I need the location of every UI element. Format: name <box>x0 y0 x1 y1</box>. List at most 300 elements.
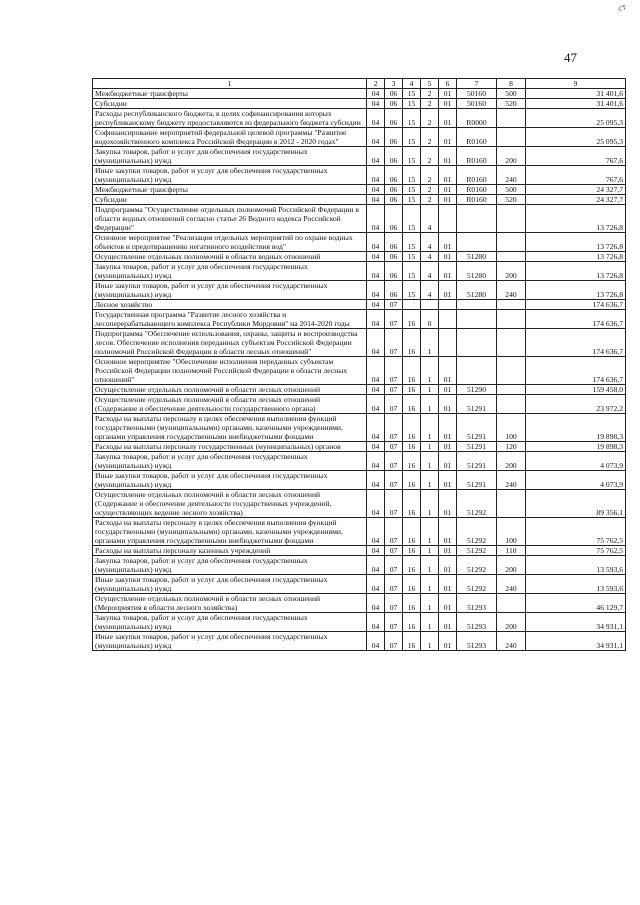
row-code: 01 <box>439 262 457 281</box>
row-code: 04 <box>367 262 385 281</box>
table-row <box>93 310 626 329</box>
row-code: 2 <box>421 166 439 185</box>
row-code: 06 <box>385 233 403 252</box>
table-row <box>93 128 626 147</box>
row-code: 07 <box>385 300 403 310</box>
row-amount: 75 762,5 <box>526 546 626 556</box>
row-code: 06 <box>385 185 403 195</box>
table-row <box>93 613 626 632</box>
row-code: 120 <box>497 442 526 452</box>
page-number: 47 <box>564 50 577 65</box>
row-code: 240 <box>497 166 526 185</box>
row-code: 01 <box>439 442 457 452</box>
row-code: 07 <box>385 490 403 518</box>
header-cell: 9 <box>526 79 626 89</box>
row-code: 01 <box>439 185 457 195</box>
header-cell: 2 <box>367 79 385 89</box>
row-code: 01 <box>439 395 457 414</box>
row-name: Лесное хозяйство <box>93 300 367 310</box>
row-code: 2 <box>421 195 439 205</box>
row-amount: 31 401,6 <box>526 99 626 109</box>
row-amount: 34 931,1 <box>526 613 626 632</box>
row-name: Расходы на выплаты персоналу в целях обеспечения выполнения функций государственными (муниципальными) органами, казенными учреждениями, органами управления государственными внебюджетными фондами <box>93 414 367 442</box>
row-code: 04 <box>367 546 385 556</box>
row-code: 04 <box>367 385 385 395</box>
row-code: 01 <box>439 385 457 395</box>
row-code: 16 <box>403 632 421 651</box>
row-code: 51292 <box>457 490 497 518</box>
row-name: Осуществление отдельных полномочий в области лесных отношений (Содержание и обеспечение деятельности государственных учреждений, осуществляющих ведение лесного хозяйства) <box>93 490 367 518</box>
row-code: 51292 <box>457 518 497 546</box>
row-code: 04 <box>367 89 385 99</box>
row-code: 04 <box>367 147 385 166</box>
row-code: 1 <box>421 518 439 546</box>
row-code: 07 <box>385 556 403 575</box>
row-code: 07 <box>385 632 403 651</box>
row-code: 04 <box>367 594 385 613</box>
row-amount: 19 898,3 <box>526 442 626 452</box>
table-row <box>93 594 626 613</box>
row-code <box>421 300 439 310</box>
table-row <box>93 147 626 166</box>
row-code: 07 <box>385 594 403 613</box>
row-code: 01 <box>439 195 457 205</box>
row-code: 200 <box>497 262 526 281</box>
row-code: R0000 <box>457 109 497 128</box>
row-name: Закупка товаров, работ и услуг для обеспечения государственных (муниципальных) нужд <box>93 556 367 575</box>
budget-table <box>92 78 626 651</box>
row-code <box>439 329 457 357</box>
row-code <box>497 300 526 310</box>
row-code: 04 <box>367 613 385 632</box>
row-code <box>497 395 526 414</box>
row-amount: 767,6 <box>526 166 626 185</box>
row-code: 04 <box>367 205 385 233</box>
row-code: 51290 <box>457 385 497 395</box>
row-code: 06 <box>385 281 403 300</box>
row-code: 04 <box>367 329 385 357</box>
row-code: 01 <box>439 632 457 651</box>
row-code: 2 <box>421 109 439 128</box>
table-row <box>93 99 626 109</box>
table-row <box>93 89 626 99</box>
row-code: 04 <box>367 490 385 518</box>
row-code: 04 <box>367 281 385 300</box>
row-code <box>497 205 526 233</box>
row-code: 16 <box>403 310 421 329</box>
row-code <box>497 109 526 128</box>
table-row <box>93 233 626 252</box>
row-amount: 13 726,8 <box>526 262 626 281</box>
row-code: 01 <box>439 575 457 594</box>
row-code: 15 <box>403 128 421 147</box>
row-code: R0160 <box>457 128 497 147</box>
row-code: 1 <box>421 490 439 518</box>
row-code: 1 <box>421 442 439 452</box>
table-row <box>93 281 626 300</box>
row-name: Осуществление отдельных полномочий в области водных отношений <box>93 252 367 262</box>
table-row <box>93 442 626 452</box>
row-name: Иные закупки товаров, работ и услуг для обеспечения государственных (муниципальных) нужд <box>93 632 367 651</box>
row-code <box>497 385 526 395</box>
row-code: 04 <box>367 518 385 546</box>
row-code: 04 <box>367 128 385 147</box>
row-code: 240 <box>497 281 526 300</box>
row-amount: 13 593,6 <box>526 575 626 594</box>
row-code: 01 <box>439 89 457 99</box>
row-code: 4 <box>421 252 439 262</box>
row-code: 04 <box>367 357 385 385</box>
row-code: 04 <box>367 166 385 185</box>
row-code: 51292 <box>457 575 497 594</box>
table-row <box>93 471 626 490</box>
row-code: 01 <box>439 109 457 128</box>
row-code <box>457 329 497 357</box>
table-row <box>93 329 626 357</box>
row-code: 51291 <box>457 395 497 414</box>
row-code: 01 <box>439 147 457 166</box>
row-code: 07 <box>385 329 403 357</box>
row-code: 07 <box>385 613 403 632</box>
table-row <box>93 414 626 442</box>
row-name: Межбюджетные трансферты <box>93 185 367 195</box>
row-name: Расходы на выплаты персоналу государственных (муниципальных) органов <box>93 442 367 452</box>
row-code: 200 <box>497 556 526 575</box>
row-amount: 24 327,7 <box>526 185 626 195</box>
row-amount: 25 095,3 <box>526 128 626 147</box>
row-amount: 13 726,8 <box>526 233 626 252</box>
row-name: Закупка товаров, работ и услуг для обеспечения государственных (муниципальных) нужд <box>93 613 367 632</box>
row-code <box>497 594 526 613</box>
row-code: 04 <box>367 310 385 329</box>
row-amount: 89 356,1 <box>526 490 626 518</box>
row-code: 1 <box>421 414 439 442</box>
row-code: 07 <box>385 385 403 395</box>
row-code: 01 <box>439 281 457 300</box>
row-code <box>457 310 497 329</box>
row-name: Закупка товаров, работ и услуг для обеспечения государственных (муниципальных) нужд <box>93 147 367 166</box>
table-row <box>93 205 626 233</box>
row-code: 500 <box>497 185 526 195</box>
row-code: 0 <box>421 310 439 329</box>
row-code: 4 <box>421 262 439 281</box>
header-cell: 1 <box>93 79 367 89</box>
row-code: 04 <box>367 471 385 490</box>
row-code: 16 <box>403 613 421 632</box>
row-name: Подпрограмма "Осуществление отдельных полномочий Российской Федерации в области водных отношений согласно статье 26 Водного кодекса Российской Федерации" <box>93 205 367 233</box>
row-code: 04 <box>367 575 385 594</box>
row-code <box>497 357 526 385</box>
row-code <box>457 205 497 233</box>
row-amount: 13 726,8 <box>526 281 626 300</box>
row-code: 1 <box>421 395 439 414</box>
row-name: Основное мероприятие "Реализация отдельных мероприятий по охране водных объектов и предотвращению негативного воздействия вод" <box>93 233 367 252</box>
row-code: 01 <box>439 414 457 442</box>
row-code <box>439 310 457 329</box>
row-code: 51293 <box>457 632 497 651</box>
row-code: 15 <box>403 195 421 205</box>
row-code: 04 <box>367 414 385 442</box>
row-code <box>497 310 526 329</box>
row-code: 15 <box>403 252 421 262</box>
row-code: 2 <box>421 128 439 147</box>
row-name: Иные закупки товаров, работ и услуг для обеспечения государственных (муниципальных) нужд <box>93 166 367 185</box>
row-name: Иные закупки товаров, работ и услуг для обеспечения государственных (муниципальных) нужд <box>93 281 367 300</box>
row-code <box>439 205 457 233</box>
row-code: 2 <box>421 185 439 195</box>
row-name: Основное мероприятие "Обеспечение исполнения переданных субъектам Российской Федерации полномочий Российской Федерации в области лесных отношений" <box>93 357 367 385</box>
row-code <box>457 233 497 252</box>
table-header-row <box>93 79 626 89</box>
row-code: 16 <box>403 556 421 575</box>
row-code: 1 <box>421 452 439 471</box>
row-code: 16 <box>403 518 421 546</box>
row-code: 06 <box>385 99 403 109</box>
row-code: 01 <box>439 452 457 471</box>
row-name: Государственная программа "Развитие лесного хозяйства и лесоперерабатывающего комплекса Республики Мордовия" на 2014-2020 годы <box>93 310 367 329</box>
row-name: Осуществление отдельных полномочий в области лесных отношений (Мероприятия в области лесного хозяйства) <box>93 594 367 613</box>
row-code: 51280 <box>457 262 497 281</box>
table-row <box>93 490 626 518</box>
row-code <box>403 300 421 310</box>
row-code: 07 <box>385 471 403 490</box>
row-code: 04 <box>367 395 385 414</box>
row-code: 240 <box>497 632 526 651</box>
row-code: 110 <box>497 546 526 556</box>
row-code: 15 <box>403 185 421 195</box>
row-code <box>457 300 497 310</box>
table-row <box>93 109 626 128</box>
row-code <box>497 329 526 357</box>
header-cell: 5 <box>421 79 439 89</box>
row-code: 04 <box>367 452 385 471</box>
row-code: 16 <box>403 594 421 613</box>
row-code: 06 <box>385 252 403 262</box>
row-name: Осуществление отдельных полномочий в области лесных отношений (Содержание и обеспечение деятельности государственного органа) <box>93 395 367 414</box>
header-cell: 7 <box>457 79 497 89</box>
row-code: 51291 <box>457 442 497 452</box>
row-amount: 174 636,7 <box>526 357 626 385</box>
row-code: 51293 <box>457 613 497 632</box>
row-amount: 174 636,7 <box>526 300 626 310</box>
row-code: 1 <box>421 632 439 651</box>
row-code: 1 <box>421 357 439 385</box>
header-cell: 3 <box>385 79 403 89</box>
row-code: 51291 <box>457 471 497 490</box>
row-code: 4 <box>421 233 439 252</box>
corner-mark: ст <box>616 1 628 13</box>
row-code: 01 <box>439 613 457 632</box>
row-code: 06 <box>385 128 403 147</box>
row-code: R0160 <box>457 185 497 195</box>
row-amount: 46 129,7 <box>526 594 626 613</box>
row-code: 07 <box>385 310 403 329</box>
row-code: 07 <box>385 518 403 546</box>
row-code <box>439 300 457 310</box>
row-code: 100 <box>497 518 526 546</box>
table-row <box>93 357 626 385</box>
row-code: 16 <box>403 452 421 471</box>
table-row <box>93 556 626 575</box>
row-code: 01 <box>439 594 457 613</box>
row-code: 07 <box>385 442 403 452</box>
table-row <box>93 185 626 195</box>
row-code: 200 <box>497 613 526 632</box>
row-amount: 13 593,6 <box>526 556 626 575</box>
row-code: 15 <box>403 205 421 233</box>
row-code: R0160 <box>457 147 497 166</box>
row-code: 06 <box>385 147 403 166</box>
table-row <box>93 252 626 262</box>
row-code: 200 <box>497 452 526 471</box>
row-amount: 13 726,8 <box>526 205 626 233</box>
row-code: 50160 <box>457 89 497 99</box>
row-code: 07 <box>385 357 403 385</box>
row-code: 06 <box>385 205 403 233</box>
row-code: 01 <box>439 99 457 109</box>
row-code: 15 <box>403 99 421 109</box>
row-code: 01 <box>439 518 457 546</box>
row-code: 01 <box>439 233 457 252</box>
row-name: Расходы на выплаты персоналу в целях обеспечения выполнения функций государственными (муниципальными) органами, казенными учреждениями, органами управления государственными внебюджетными фондами <box>93 518 367 546</box>
row-code: 16 <box>403 414 421 442</box>
row-code: 15 <box>403 109 421 128</box>
row-code <box>497 490 526 518</box>
row-name: Межбюджетные трансферты <box>93 89 367 99</box>
row-name: Иные закупки товаров, работ и услуг для обеспечения государственных (муниципальных) нужд <box>93 471 367 490</box>
row-code: 16 <box>403 395 421 414</box>
row-code <box>457 357 497 385</box>
row-name: Субсидии <box>93 99 367 109</box>
row-code: 240 <box>497 575 526 594</box>
row-code: 51280 <box>457 252 497 262</box>
row-code: 520 <box>497 195 526 205</box>
row-code: 06 <box>385 195 403 205</box>
row-code: 06 <box>385 262 403 281</box>
row-code: 04 <box>367 109 385 128</box>
row-code: 51291 <box>457 452 497 471</box>
row-code: 15 <box>403 89 421 99</box>
table-row <box>93 518 626 546</box>
row-amount: 75 762,5 <box>526 518 626 546</box>
row-code: 500 <box>497 89 526 99</box>
header-cell: 6 <box>439 79 457 89</box>
row-name: Осуществление отдельных полномочий в области лесных отношений <box>93 385 367 395</box>
row-code: 07 <box>385 575 403 594</box>
row-amount: 4 073,9 <box>526 452 626 471</box>
row-code: R0160 <box>457 166 497 185</box>
row-code: 15 <box>403 147 421 166</box>
row-code: 04 <box>367 442 385 452</box>
row-amount: 25 095,3 <box>526 109 626 128</box>
row-code: 16 <box>403 357 421 385</box>
row-code: 1 <box>421 613 439 632</box>
row-code: 51292 <box>457 546 497 556</box>
table-row <box>93 452 626 471</box>
row-code: 15 <box>403 262 421 281</box>
row-code: 04 <box>367 185 385 195</box>
row-amount: 34 931,1 <box>526 632 626 651</box>
row-code: 07 <box>385 452 403 471</box>
row-code: 1 <box>421 546 439 556</box>
row-code <box>497 128 526 147</box>
row-code: 04 <box>367 195 385 205</box>
table-row <box>93 575 626 594</box>
row-code: 2 <box>421 89 439 99</box>
row-code: 01 <box>439 556 457 575</box>
row-code: 01 <box>439 357 457 385</box>
row-code: 07 <box>385 414 403 442</box>
row-amount: 31 401,6 <box>526 89 626 99</box>
row-amount: 19 898,3 <box>526 414 626 442</box>
row-code: 1 <box>421 329 439 357</box>
row-code: 4 <box>421 205 439 233</box>
row-amount: 159 458,0 <box>526 385 626 395</box>
row-code: 16 <box>403 546 421 556</box>
row-code: 16 <box>403 442 421 452</box>
table-body <box>93 89 626 651</box>
row-amount: 767,6 <box>526 147 626 166</box>
row-code: 04 <box>367 300 385 310</box>
row-code: 200 <box>497 147 526 166</box>
row-code: 06 <box>385 109 403 128</box>
row-code: 15 <box>403 233 421 252</box>
row-code: 16 <box>403 385 421 395</box>
row-code: 100 <box>497 414 526 442</box>
row-name: Расходы на выплаты персоналу казенных учреждений <box>93 546 367 556</box>
row-code <box>497 252 526 262</box>
row-name: Подпрограмма "Обеспечение использования, охраны, защиты и воспроизводства лесов. Обеспечение исполнения переданных субъектам Российской Федерации полномочий Российской Федерации в области лесных отношений" <box>93 329 367 357</box>
table-row <box>93 300 626 310</box>
row-code: 04 <box>367 252 385 262</box>
row-code: 50160 <box>457 99 497 109</box>
row-code: 06 <box>385 166 403 185</box>
row-code: 01 <box>439 471 457 490</box>
row-code: 4 <box>421 281 439 300</box>
row-code: 01 <box>439 546 457 556</box>
row-code: 01 <box>439 490 457 518</box>
row-code: 16 <box>403 471 421 490</box>
row-code: 06 <box>385 89 403 99</box>
table-row <box>93 395 626 414</box>
row-code: 1 <box>421 594 439 613</box>
row-name: Иные закупки товаров, работ и услуг для обеспечения государственных (муниципальных) нужд <box>93 575 367 594</box>
row-code: 15 <box>403 281 421 300</box>
row-code: 01 <box>439 252 457 262</box>
row-code: 16 <box>403 575 421 594</box>
row-code: 51280 <box>457 281 497 300</box>
table-row <box>93 195 626 205</box>
row-code <box>497 233 526 252</box>
row-code: 16 <box>403 329 421 357</box>
row-code: 520 <box>497 99 526 109</box>
row-code: 2 <box>421 99 439 109</box>
table-row <box>93 632 626 651</box>
row-amount: 23 972,2 <box>526 395 626 414</box>
row-code: 01 <box>439 128 457 147</box>
row-code: R0160 <box>457 195 497 205</box>
row-code: 07 <box>385 546 403 556</box>
row-name: Субсидии <box>93 195 367 205</box>
row-amount: 174 636,7 <box>526 329 626 357</box>
row-name: Закупка товаров, работ и услуг для обеспечения государственных (муниципальных) нужд <box>93 452 367 471</box>
row-code: 51292 <box>457 556 497 575</box>
row-code: 1 <box>421 385 439 395</box>
row-code: 51291 <box>457 414 497 442</box>
row-code: 1 <box>421 575 439 594</box>
row-amount: 13 726,8 <box>526 252 626 262</box>
row-code: 1 <box>421 556 439 575</box>
